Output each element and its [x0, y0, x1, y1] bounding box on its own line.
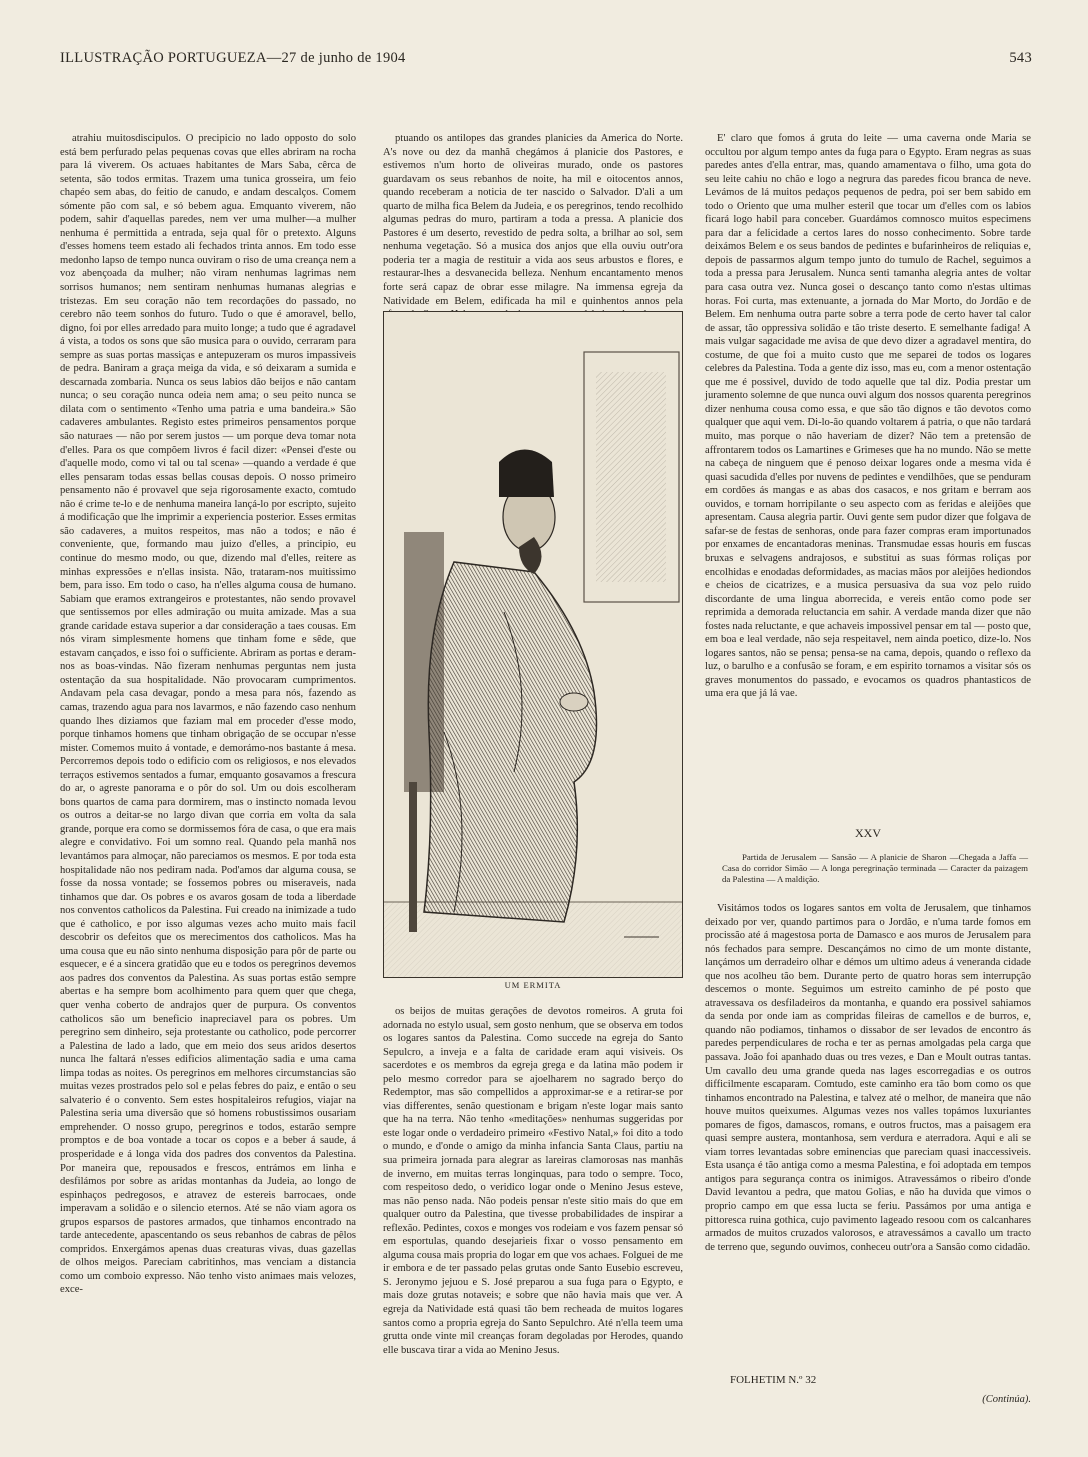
hermit-engraving: [384, 312, 682, 977]
column-3-top-text: E' claro que fomos á gruta do leite — uma caverna onde Maria se occultou por algum tempo antes da fuga para o Egypto. Eram negras as suas paredes antes d'ella entrar, mas, quando amamentava o filho, uma gota do seu leite cahiu no chão e logo a negrura das paredes ficou branca de neve. Levámos de lá muitos pedaços pequenos de pedra, poi ser bem sabido em todo o Oriento que uma mulher esteril que tocar um d'elles com os labios ficará logo habil para conceber. Guardámos comnosco muitos especimens para dar a felicidade a certos lares do nosso conhecimento. Sobre tarde deixámos Belem e os seus bandos de pedintes e bufarinheiros de reliquias e, depois de passarmos algum tempo junto do tumulo de Rachel, seguimos a toda a pressa para Jerusalem. Nunca senti tamanha alegria antes de voltar para casa outra vez. Nunca gosei o descanço tanto como n'estas ultimas horas. Foi curta, mas extenuante, a jornada do Mar Morto, do Jordão e de Belem. Em nenhuma outra parte sobre a terra pode de certo haver tal calor de assar, tão oppressiva solidão e tão triste deserto. E semelhante fadiga! A mais vulgar sagacidade me avisa de que devo dizer a agradavel mentira, do costume, de que foi a muito custo que me separei de todos os logares celebres da Palestina. Toda a gente diz isso, mas eu, com a menor ostentação que me é possivel, duvido de todo aquelle que tal diz. Podia prestar um juramento solemne de que nunca ouvi algum dos nossos quarenta peregrinos dizer nenhuma cousa como essa, e que são tão dignos e tão devotos como qualquer que aqui vem. Di-lo-ão quando voltarem á patria, o que não tardará muito, mas porque o não haveriam de dizer? Não tem a pretensão de affrontarem todos os Lamartines e Grimeses que ha no mundo. Não se mette na cabeça de ninguem que é penoso deixar logares onde a mesma vida é quasi sacudida d'elles por nuvens de pedintes e vendilhões, que se penduram em cordões ás mangas e as abas dos casacos, e nos gritam e berram aos ouvidos, e tornam horripilante o seu aspecto com as feridas e aleijões que apresentam. Causa alegria partir. Ouvi gente sem pudor dizer que folgava de safar-se de festas de senhoras, onde para fazer compras eram importunados por enxames de encantadoras meninas. Transmudae essas houris em fuscas bruxas e selvagens andrajosos, e substitui as suas fórmas roliças por encolhidas e enodadas deformidades, as macias mãos por aleijões hediondos e cheios de cicatrizes, e a musica persuasiva da sua voz pelo ruido discordante de uma lingua aborrecida, e vereis então como pode ser reprimida a demorada reluctancia em sahir. A verdade manda dizer que não fostes nada reluctante, e que achaveis impossivel pensar em tal — posto que, em boa e leal verdade, não seja respeitavel, nem ainda poetico, dize-lo. Nos logares santos, não se pensa; pensa-se na cama, depois, quando o reflexo da luz, o barulho e a confusão se foram, e em espirito tornamos a visitar sós os graves monumentos do passado, e evocamos os quadros phantasticos de uma era que já lá vae.: [705, 133, 1031, 700]
page-number: 543: [1009, 50, 1032, 66]
column-1-text: atrahiu muitosdiscipulos. O precipicio no lado opposto do solo está bem perfurado pelas pequenas covas que elles abriram na rocha para lá viverem. Os actuaes habitantes de Mars Saba, cêrca de setenta, são todos ermitas. Trazem uma tunica grosseira, um feio chapéo sem abas, do feitio de canudo, e andam descalços. Comem sómente pão com sal, e só bebem agua. Emquanto viverem, não podem, sahir d'aquellas paredes, nem ver uma mulher—a mulher nenhuma é permittida a entrada, seja qual fôr o pretexto. Alguns d'esses homens teem estado ali fechados trinta annos. Em todo esse medonho lapso de tempo nunca ouviram o riso de uma creança nem a voz abençoada da mulher; não viram nenhumas lagrimas nem sorrisos humanos; nem sentiram nenhumas humanas alegrias e tristezas. Em seu coração não tem recordações do passado, no cerebro não teem sonhos do futuro. Tudo o que é amoravel, bello, digno, foi por elles arredado para muito longe; a tudo que é agradavel á vista, a todos os sons que são musica para o ouvido, cerraram para sempre as suas portas massiças e antepuzeram os muros impassiveis de pedra. Baniram a graça meiga da vida, e só deixaram a sumida e descarnada zombaria. Nunca os seus labios dão beijos e não cantam nunca; o seu coração nunca odeia nem ama; o seu peito nunca se dilata com o sentimento «Tenho uma patria e uma bandeira.» São cadaveres ambulantes. Registo estes primeiros pensamentos porque são naturaes — não por serem justos — um porque deva tomar nota d'elles. Para os que compõem livros é facil dizer: «Pensei d'este ou d'aquelle modo, como vi tal ou tal scena» —quando a verdade é que elles pensaram todas essas bellas cousas depois. O nosso primeiro pensamento não é provavel que seja rigorosamente exacto, comtudo não é crime te-lo e de nenhuma maneira lançá-lo por escripto, sujeito á modificação que lhe imprimir a experiencia posterior. Esses ermitas são cadaveres, a muitos respeitos, mas não a todos; e não é conveniente, que, formando mau juizo d'elles, a principio, eu continue do mesmo modo, ou que, dizendo mal d'elles, reitere as minhas expressões e n'ellas insista. Não, trataram-nos muitissimo bem, para isso. Em todo o caso, ha n'elles alguma cousa de humano. Sabiam que eramos extrangeiros e protestantes, não sendo provavel que sentissemos por elles admiração ou muita amizade. Mas a sua grande caridade estava superior a dar consideração a taes cousas. Em nós viram simplesmente homens que tinham fome e sêde, que estavam cançados, e isso foi o sufficiente. Abriram as portas e deram-nos as boas-vindas. Não fizeram nenhumas perguntas nem justa ostentação da sua hospitalidade. Não provocaram cumprimentos. Andavam pela casa devagar, pondo a mesa para nós, fazendo as camas, trazendo agua para nos lavarmos, e não fazendo caso nenhum quando lhes diziamos que faziam mal em proceder d'esse modo, porque tinhamos homens que tinham obrigação de se occupar n'esse mister. Comemos muito á vontade, e demorámo-nos bastante á mesa. Percorremos depois todo o edificio com os religiosos, e nos elevados terraços estivemos sentados a fumar, emquanto gosavamos a frescura do ar, o agreste panorama e o pôr do sol. Um ou dois escolheram bons quartos de cama para dormirem, mas o instincto nomada levou os outros a deitar-se no largo divan que corria em volta da sala grande, porque era como se dormissemos fóra de casa, o que era mais alegre e convidativo. Foi um somno real. Quando pela manhã nos levantámos para almoçar, não pareciamos os mesmos. E por toda esta hospitalidade não nos pediram nada. Pod'amos dar alguma cousa, se fosse da nossa vontade; se fossemos pobres ou miseraveis, nada tinhamos que dar. Os pobres e os avaros gosam de toda a liberdade nos conventos catholicos da Palestina. Fui creado na inimizade a tudo que é catholico, e por isso algumas vezes acho muito mais facil descobrir os defeitos que os merecimentos dos catholicos. Mas ha uma cousa que eu não sinto nenhuma disposição para pôr de parte ou esquecer, e é a sincera gratidão que eu e todos os peregrinos devemos aos padres dos conventos da Palestina. As suas portas estão sempre abertas e ha sempre bom acolhimento para quem quer que chega, quer venha coberto de andrajos quer de purpura. Os conventos catholicos são um beneficio inapreciavel para os pobres. Um peregrino sem dinheiro, seja protestante ou catholico, pode percorrer a Palestina de lado a lado, que em meio dos seus aridos desertos nunca lhe faltará n'esses edificios alimentação sadia e uma cama limpa todas as noites. Os peregrinos em melhores circumstancias são muitas vezes prostrados pelo sol e pelas febres do paiz, e então o seu salvaterio é o convento. Sem estes hospitaleiros refugios, viajar na Palestina seria uma diversão que só homens robustissimos ousariam emprehender. O nosso grupo, peregrinos e todos, estarão sempre promptos e de boa vontade a tocar os copos e a beber á saude, á prosperidade e á longa vida dos padres dos conventos da Palestina. Por maneira que, repousados e frescos, entrámos em linha e desfilámos por sobre as aridas montanhas da Judeia, ao longo de espinhaços pedregosos, e atravez de estereis barrocaes, onde imperavam a solidão e o silencio eternos. Até se não viam agora os grupos esparsos de pastores armados, que tinhamos encontrado na tarde antecedente, apascentando os seus rebanhos de cabras de pêlos compridos. Enxergámos apenas duas creaturas vivas, duas gazellas de olhos meigos. Pareciam cabritinhos, mas venciam a distancia como um comboio expresso. Não tenho visto animaes mais velozes, exce-: [60, 133, 356, 1296]
chapter-summary-text: Partida de Jerusalem — Sansão — A planicie de Sharon —Chegada a Jaffa — Casa do corridor Simão — A longa peregrinação terminada — Caracter da paizagem da Palestina — A maldição.: [722, 852, 1028, 884]
column-3-bottom-text: Visitámos todos os logares santos em volta de Jerusalem, que tinhamos deixado por ver, quando partimos para o Jordão, e n'uma tarde fomos em procissão até á magestosa porta de Damasco e aos muros de Jerusalem para nós fechados para sempre. Descançámos no cimo de um monte distante, lançámos um derradeiro olhar e démos um ultimo adeus á veneranda cidade que nos acolheu tão bem. Durante perto de quatro horas sem interrupção descemos o monte. Seguimos um estreito caminho de pé posto que atravessava os desfiladeiros da montanha, e quando era possivel sahiamos da senda por onde iam as compridas fileiras de camellos e de burros, e, quando não podiamos, tinhamos o dissabor de ser levados de encontro ás paredes perpendiculares de rocha e ter as pernas amolgadas pela carga que passava. João foi apanhado duas ou tres vezes, e Dan e Moult outras tantas. Um cavallo deu uma grande queda nas lages escorregadias e os outros difficilmente escaparam. Comtudo, este caminho era tão bom como os que tinhamos encontrado na Palestina, e talvez até o melhor, de maneira que não houve muitos queixumes. Algumas vezes nos valles topámos luxuriantes pomares de figos, damascos, romans, e outros fructos, mas a paisagem era quasi sempre austera, montanhosa, sem verdura e aterradora. Aqui e ali se viam torres levantadas sobre eminencias que pareciam quasi inaccessiveis. Esta usança é tão antiga como a mesma Palestina, e foi adoptada em tempos antigos para segurança contra os inimigos. Atravessámos o ribeiro d'onde David levantou a pedra, que matou Golias, e não ha duvida que vimos o proprio campo em que essa lucta se feriu. Passámos por uma antiga e pittoresca ruina gothica, cujo pavimento lageado resoou com os calcanhares armados de muitos cruzados valorosos, e atravessámos a cavallo um tracto de terreno que, segundo ouvimos, conheceu outr'ora a Sansão como cidadão.: [705, 903, 1031, 1253]
page-header: [60, 50, 1032, 74]
hermit-illustration: [383, 311, 683, 978]
text-column-2-bottom: [383, 1005, 683, 1410]
text-column-2-top: [383, 132, 683, 312]
illustration-caption: UM ERMITA: [504, 980, 562, 990]
continua-label: (Continúa).: [982, 1394, 1031, 1405]
text-column-3-top: [705, 132, 1031, 822]
chapter-number: XXV: [855, 826, 881, 840]
column-2-top-text: ptuando os antilopes das grandes planicies da America do Norte. A's nove ou dez da manhã chegámos á planicie dos Pastores, e estivemos n'um horto de oliveiras murado, onde os pastores guardavam os seus rebanhos de noite, ha mil e oitocentos annos, quando receberam a noticia de ter nascido o Salvador. D'ali a um quarto de milha fica Belem da Judeia, e os peregrinos, tendo recolhido algumas pedras do muro, partiram a toda a pressa. A planicie dos Pastores é um deserto, revestido de pedra solta, a brilhar ao sol, sem nenhuma vegetação. Só a musica dos anjos que ella ouviu outr'ora poderia ter a magia de restituir a vida aos seus arbustos e flores, e restaurar-lhes a desvanecida belleza. Nenhum encantamento menos forte será capaz de obrar esse milagre. Na immensa egreja da Natividade em Belem, edificada ha mil e quinhentos annos pela: [383, 133, 683, 307]
chapter-summary: [722, 852, 1028, 885]
text-column-1: [60, 132, 356, 1412]
publication-title: ILLUSTRAÇÃO PORTUGUEZA—27 de junho de 1904: [60, 50, 406, 66]
column-2-bottom-text: os beijos de muitas gerações de devotos romeiros. A gruta foi adornada no estylo usual, sem gosto nenhum, que se observa em todos os logares santos da Palestina. Como succede na egreja do Santo Sepulcro, a inveja e a falta de caridade eram aqui visiveis. Os sacerdotes e os membros da egreja grega e da latina mão podem ir pelo mesmo corredor para se ajoelharem no sagrado berço do Redemptor, mas são compellidos a approximar-se e a retirar-se por vias differentes, senão questionam e brigam n'este logar mais santo que ha na terra. Não tenho «meditações» nenhumas suggeridas por este logar onde o verdadeiro primeiro «Festivo Natal,» foi dito a todo o mundo, e d'onde o amigo da minha infancia Santa Claus, partiu na sua primeira jornada para alegrar as lareiras clamorosas nas manhãs de inverno, em muitas terras longinquas, para todo o sempre. Toco, com respeitoso dedo, o veridico logar onde o Menino Jesus esteve, mas não penso nada. Não podeis pensar n'este sitio mais do que em qualquer outro da Palestina, que tivesse probabilidades de inspirar a reflexão. Pedintes, coxos e monges vos rodeiam e vos fazem pensar só em esportulas, quando desejarieis fixar o vosso pensamento em alguma cousa mais propria do logar em que vos achaes. Folguei de me ir embora e de ter passado pelas grutas onde Santo Eusebio escreveu, S. Jeronymo jejuou e S. José preparou a sua fuga para o Egypto, e mais doze grutas notaveis; e sobre que não havia mais que ver. A egreja da Natividade está quasi tão bem recheada de muitos logares santos como a propria egreja do Santo Sepulchro. Até n'ella teem uma grutta onde vinte mil creanças foram degoladas por Herodes, quando elle buscava tirar a vida ao Menino Jesus.: [383, 1006, 683, 1356]
folhetim-label: FOLHETIM N.º 32: [730, 1374, 817, 1386]
text-column-3-bottom: [705, 902, 1031, 1442]
